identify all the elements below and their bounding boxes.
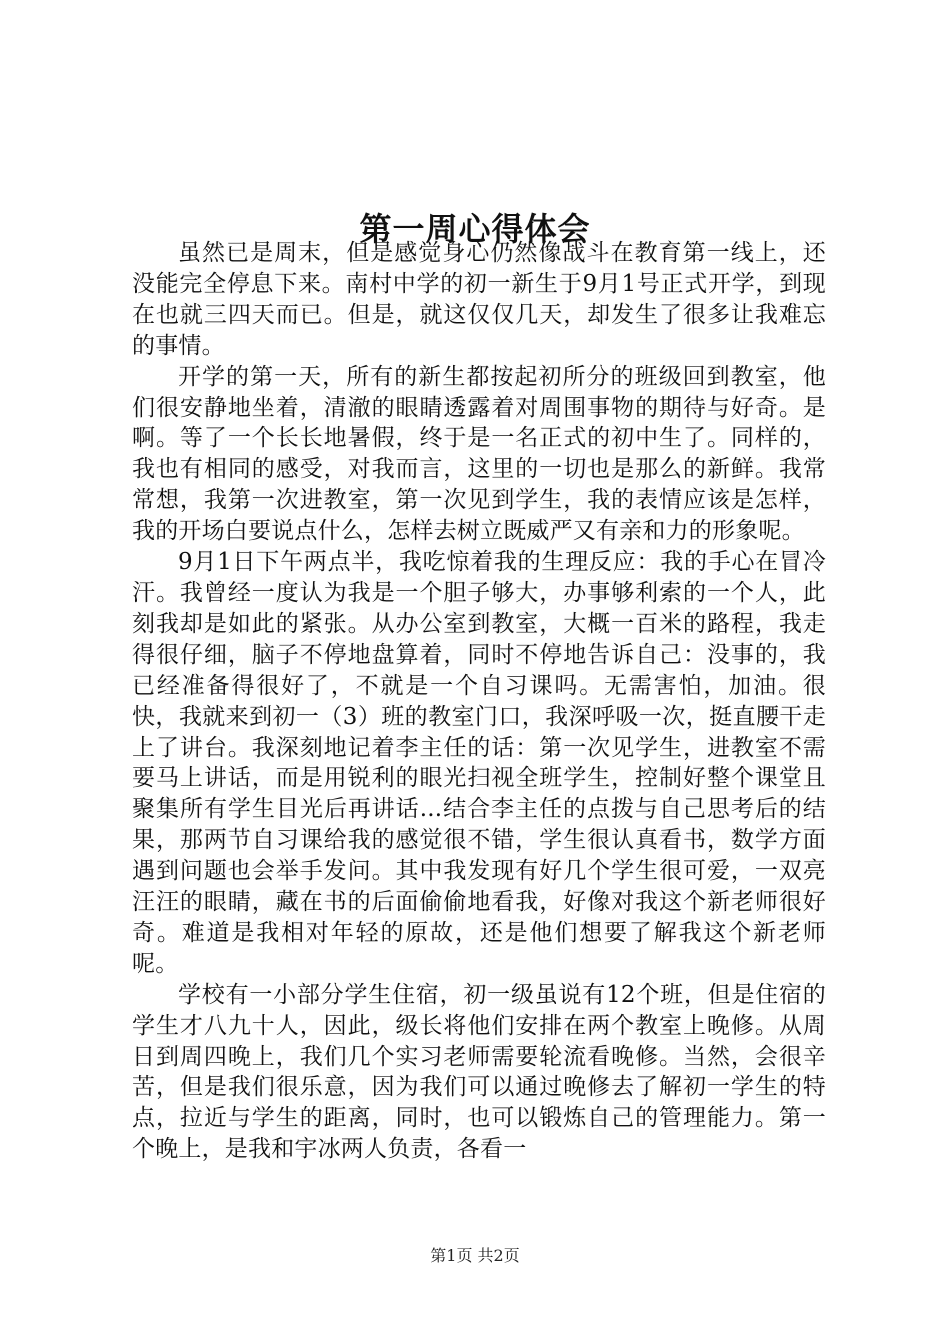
- paragraph-4: 学校有一小部分学生住宿，初一级虽说有12个班，但是住宿的学生才八九十人，因此，级长将他们安排在两个教室上晚修。从周日到周四晚上，我们几个实习老师需要轮流看晚修。当然，会很辛苦，但是我们很乐意，因为我们可以通过晚修去了解初一学生的特点，拉近与学生的距离，同时，也可以锻炼自己的管理能力。第一个晚上，是我和宇冰两人负责，各看一: [132, 981, 826, 1163]
- document-body: [132, 238, 826, 1165]
- page-number-footer: 第1页 共2页: [430, 1246, 520, 1265]
- document-title: 第一周心得体会: [359, 210, 591, 249]
- paragraph-1: 虽然已是周末，但是感觉身心仍然像战斗在教育第一线上，还没能完全停息下来。南村中学的初一新生于9月1号正式开学，到现在也就三四天而已。但是，就这仅仅几天，却发生了很多让我难忘的事情。: [132, 240, 826, 359]
- paragraph-3: 9月1日下午两点半，我吃惊着我的生理反应：我的手心在冒冷汗。我曾经一度认为我是一个胆子够大，办事够利索的一个人，此刻我却是如此的紧张。从办公室到教室，大概一百米的路程，我走得很仔细，脑子不停地盘算着，同时不停地告诉自己：没事的，我已经准备得很好了，不就是一个自习课吗。无需害怕，加油。很快，我就来到初一（3）班的教室门口，我深呼吸一次，挺直腰干走上了讲台。我深刻地记着李主任的话：第一次见学生，进教室不需要马上讲话，而是用锐利的眼光扫视全班学生，控制好整个课堂且聚集所有学生目光后再讲话...结合李主任的点拨与自己思考后的结果，那两节自习课给我的感觉很不错，学生很认真看书，数学方面遇到问题也会举手发问。其中我发现有好几个学生很可爱，一双亮汪汪的眼睛，藏在书的后面偷偷地看我，好像对我这个新老师很好奇。难道是我相对年轻的原故，还是他们想要了解我这个新老师呢。: [132, 549, 826, 977]
- paragraph-2: 开学的第一天，所有的新生都按起初所分的班级回到教室，他们很安静地坐着，清澈的眼睛透露着对周围事物的期待与好奇。是啊。等了一个长长地暑假，终于是一名正式的初中生了。同样的，我也有相同的感受，对我而言，这里的一切也是那么的新鲜。我常常想，我第一次进教室，第一次见到学生，我的表情应该是怎样，我的开场白要说点什么，怎样去树立既威严又有亲和力的形象呢。: [132, 363, 826, 545]
